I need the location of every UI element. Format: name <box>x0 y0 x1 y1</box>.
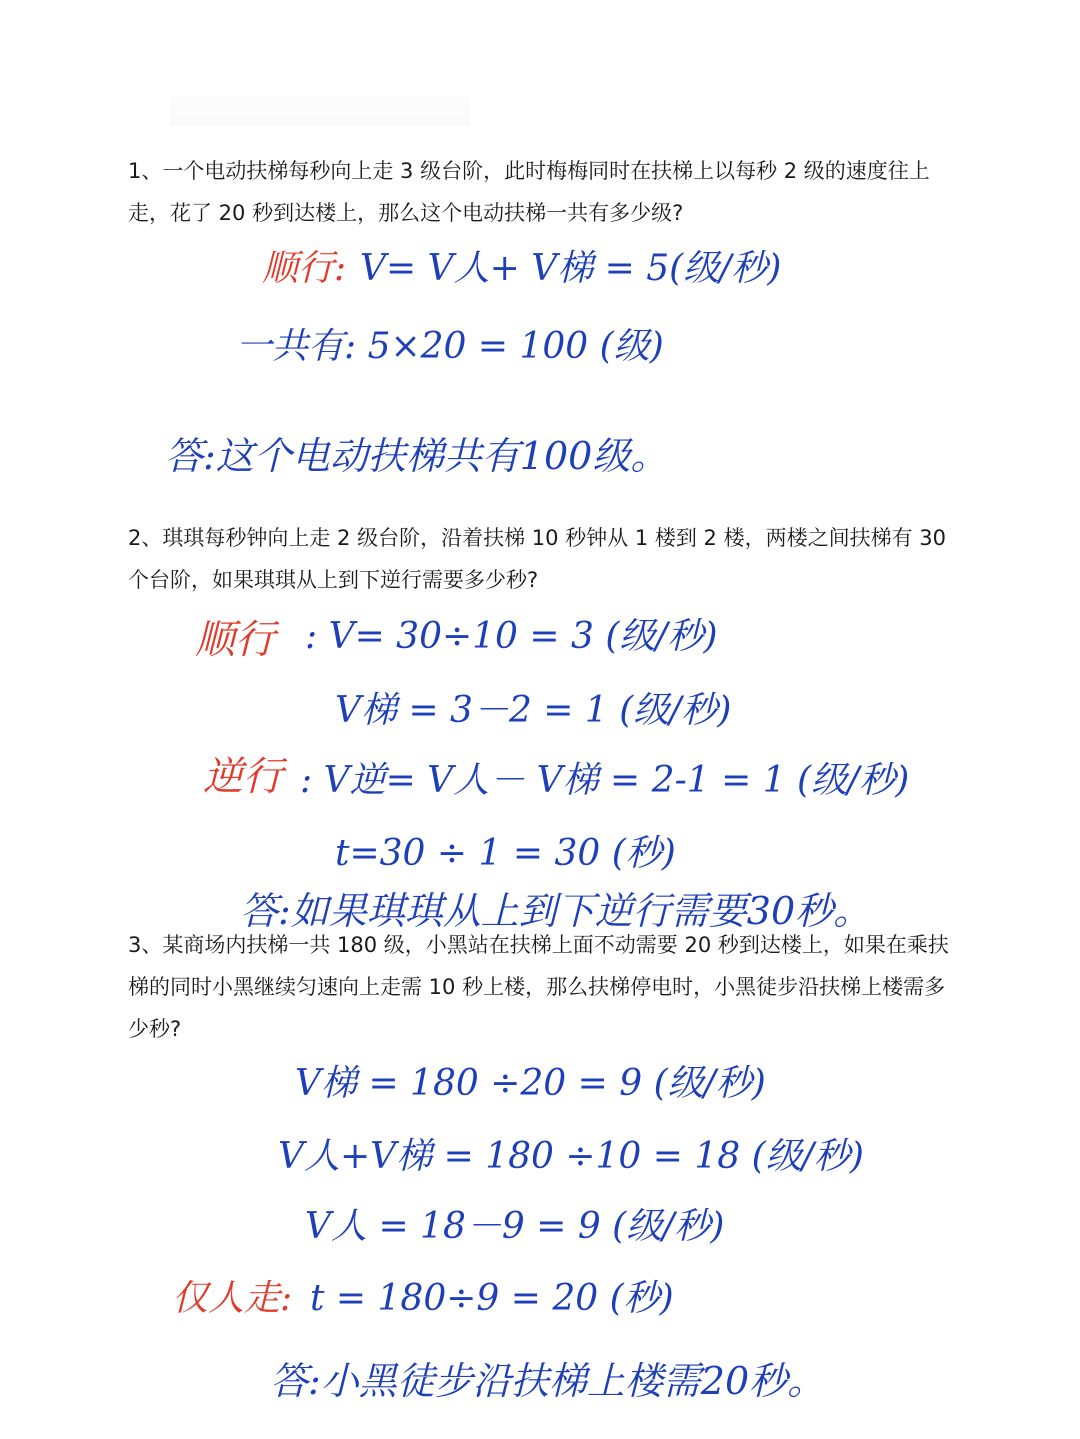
problem-2-label-forward: 顺行 <box>195 617 275 663</box>
problem-3-label-walk-only: 仅人走: <box>172 1278 293 1319</box>
problem-2-step-4: t=30 ÷ 1 = 30 (秒) <box>335 833 676 874</box>
problem-3-answer: 答:小黑徒步沿扶梯上楼需20秒。 <box>270 1359 826 1403</box>
problem-2-answer: 答:如果琪琪从上到下逆行需要30秒。 <box>240 889 872 933</box>
problem-1-answer: 答:这个电动扶梯共有100级。 <box>165 434 669 478</box>
problem-2-step-3: : V逆= V人－ V梯 = 2-1 = 1 (级/秒) <box>300 760 910 801</box>
problem-3-question: 3、某商场内扶梯一共 180 级，小黑站在扶梯上面不动需要 20 秒到达楼上，如果在乘扶梯的同时小黑继续匀速向上走需 10 秒上楼，那么扶梯停电时，小黑徒步沿扶梯上楼需多少秒? <box>128 933 949 1041</box>
problem-2-step-1: : V= 30÷10 = 3 (级/秒) <box>305 616 718 657</box>
problem-1-label-forward: 顺行: <box>262 248 347 289</box>
problem-3-step-1: V梯 = 180 ÷20 = 9 (级/秒) <box>295 1063 766 1104</box>
problem-3-step-2: V人+V梯 = 180 ÷10 = 18 (级/秒) <box>278 1136 864 1177</box>
faint-scan-artifact <box>170 96 470 126</box>
problem-2-label-reverse: 逆行 <box>203 754 283 800</box>
problem-1-step-1: V= V人+ V梯 = 5(级/秒) <box>360 248 782 289</box>
problem-3-step-3: V人 = 18－9 = 9 (级/秒) <box>305 1206 725 1247</box>
problem-1-question: 1、一个电动扶梯每秒向上走 3 级台阶，此时梅梅同时在扶梯上以每秒 2 级的速度往上走，花了 20 秒到达楼上，那么这个电动扶梯一共有多少级? <box>128 159 930 225</box>
problem-1-step-2: 一共有: 5×20 = 100 (级) <box>236 326 664 367</box>
problem-2-question: 2、琪琪每秒钟向上走 2 级台阶，沿着扶梯 10 秒钟从 1 楼到 2 楼，两楼之间扶梯有 30 个台阶，如果琪琪从上到下逆行需要多少秒? <box>128 526 946 592</box>
problem-3-step-4: t = 180÷9 = 20 (秒) <box>310 1278 674 1319</box>
problem-2-step-2: V梯 = 3－2 = 1 (级/秒) <box>335 690 732 731</box>
